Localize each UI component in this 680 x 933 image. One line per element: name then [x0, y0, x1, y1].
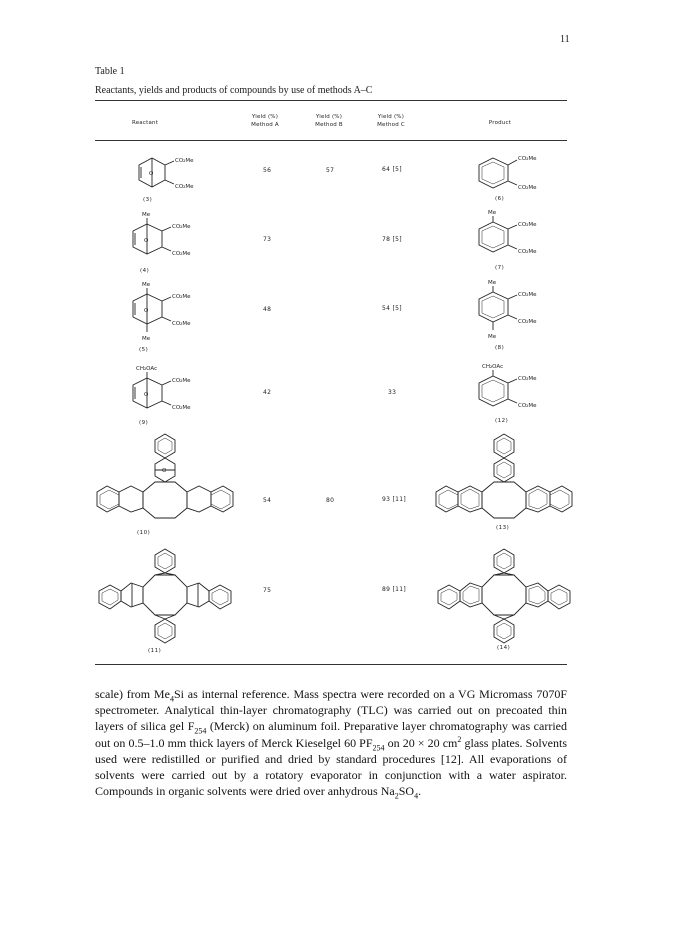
ester-group-label: CO₂Me [172, 224, 191, 230]
table-label: Table 1 [95, 66, 125, 77]
ester-group-label: CO₂Me [518, 376, 537, 382]
reactant-label-4: (4) [140, 268, 150, 274]
methyl-label: Me [488, 280, 497, 286]
structure-reactant-10 [95, 432, 245, 532]
structure-product-12 [466, 362, 546, 418]
acetoxymethyl-label: CH₂OAc [482, 364, 504, 370]
ester-group-label: CO₂Me [172, 321, 191, 327]
ester-group-label: CO₂Me [518, 249, 537, 255]
table-bottom-rule [95, 664, 567, 665]
product-label-8: (8) [495, 345, 505, 351]
header-yield-b: Yield (%) Method B [315, 114, 343, 128]
product-label-13: (13) [496, 525, 510, 531]
header-yield-c: Yield (%) Method C [377, 114, 405, 128]
yield-a-11: 75 [263, 587, 272, 594]
reactant-label-9: (9) [139, 420, 149, 426]
yield-c-3: 64 [5] [382, 166, 402, 173]
yield-a-10: 54 [263, 497, 272, 504]
structure-product-6 [466, 150, 546, 198]
yield-a-3: 56 [263, 167, 272, 174]
ester-group-label: CO₂Me [172, 294, 191, 300]
product-label-14: (14) [497, 645, 511, 651]
ester-group-label: CO₂Me [175, 158, 194, 164]
table-top-rule [95, 100, 567, 101]
structure-product-8 [466, 278, 546, 346]
structure-product-13 [434, 432, 579, 527]
structure-reactant-4 [120, 210, 200, 265]
yield-c-11: 89 [11] [382, 586, 406, 593]
product-label-12: (12) [495, 418, 509, 424]
structure-reactant-5 [120, 280, 200, 348]
product-label-6: (6) [495, 196, 505, 202]
methyl-label: Me [142, 212, 151, 218]
structure-product-14 [434, 547, 579, 647]
header-product: Product [488, 120, 512, 126]
ester-group-label: CO₂Me [518, 319, 537, 325]
table-header-rule [95, 140, 567, 141]
yield-c-5: 54 [5] [382, 305, 402, 312]
ester-group-label: CO₂Me [518, 222, 537, 228]
ester-group-label: CO₂Me [175, 184, 194, 190]
yield-b-3: 57 [326, 167, 335, 174]
yield-c-4: 78 [5] [382, 236, 402, 243]
ester-group-label: CO₂Me [172, 251, 191, 257]
methyl-label: Me [142, 336, 151, 342]
structure-reactant-11 [95, 547, 245, 647]
page-number: 11 [560, 34, 570, 45]
methyl-label: Me [488, 334, 497, 340]
table-caption: Reactants, yields and products of compounds by use of methods A–C [95, 85, 373, 96]
structure-reactant-3 [120, 150, 200, 200]
product-label-7: (7) [495, 265, 505, 271]
ester-group-label: CO₂Me [518, 156, 537, 162]
reactant-label-3: (3) [143, 197, 153, 203]
oxa-bridge-label: O [144, 238, 149, 244]
ester-group-label: CO₂Me [518, 185, 537, 191]
yield-a-5: 48 [263, 306, 272, 313]
ester-group-label: CO₂Me [172, 405, 191, 411]
oxa-bridge-label: O [162, 468, 167, 474]
ester-group-label: CO₂Me [172, 378, 191, 384]
yield-a-9: 42 [263, 389, 272, 396]
yield-c-10: 93 [11] [382, 496, 406, 503]
oxa-bridge-label: O [144, 308, 149, 314]
yield-c-9: 33 [388, 389, 397, 396]
body-paragraph: scale) from $Me_4Si$ as internal reference. Mass spectra were recorded on a VG Micromass 7070F spectrometer. Analytical thin-layer chromatography (TLC) was carried out on precoated thin layers of silica gel $F_{254}$ (Merck) on aluminum foil. Preparative layer chromatography was carried out on 0.5–1.0 mm thick layers of Merck Kieselgel 60 $PF_{254}$ on 20 × 20 $cm^2$ glass plates. Solvents used were redistilled or purified and dried by standard procedures [12]. All evaporations of solvents were carried out by a rotatory evaporator in conjunction with a water aspirator. Compounds in organic solvents were dried over anhydrous $Na_2SO_4$. [95, 687, 567, 801]
methyl-label: Me [142, 282, 151, 288]
oxa-bridge-label: O [149, 171, 154, 177]
methyl-label: Me [488, 210, 497, 216]
ester-group-label: CO₂Me [518, 292, 537, 298]
header-reactant: Reactant [131, 120, 159, 126]
structure-product-7 [466, 208, 546, 263]
structure-reactant-9 [120, 364, 200, 420]
reactant-label-5: (5) [139, 347, 149, 353]
yield-a-4: 73 [263, 236, 272, 243]
oxa-bridge-label: O [144, 392, 149, 398]
header-yield-a: Yield (%) Method A [251, 114, 279, 128]
reactant-label-11: (11) [148, 648, 162, 654]
acetoxymethyl-label: CH₂OAc [136, 366, 158, 372]
ester-group-label: CO₂Me [518, 403, 537, 409]
yield-b-10: 80 [326, 497, 335, 504]
reactant-label-10: (10) [137, 530, 151, 536]
